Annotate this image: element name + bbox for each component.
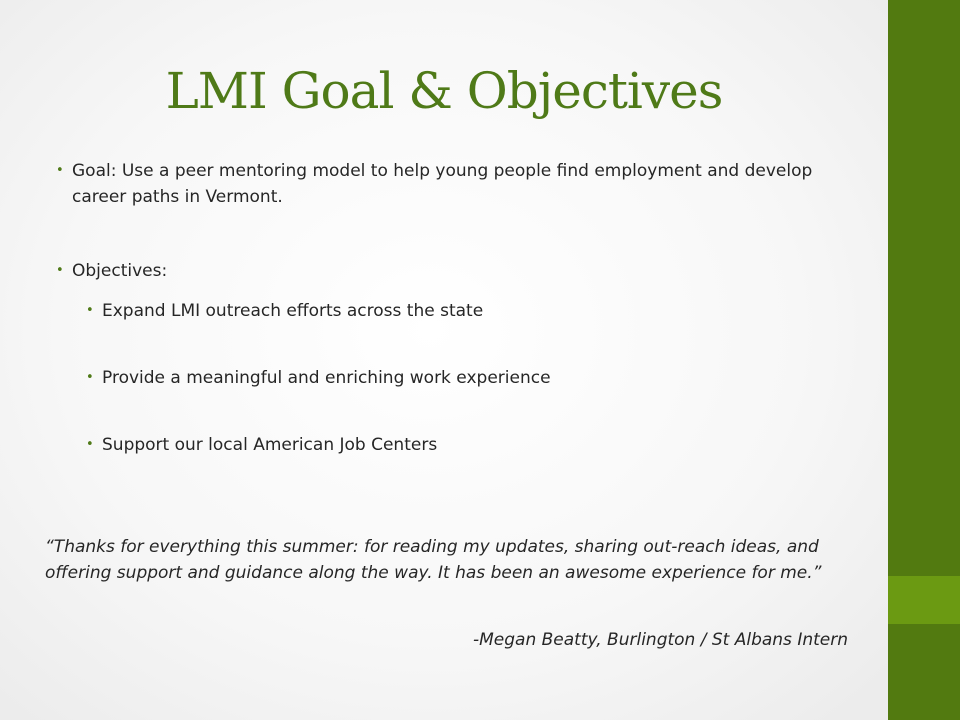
bullet-icon: •: [56, 263, 64, 278]
objectives-heading: Objectives:: [72, 261, 168, 281]
slide-title: LMI Goal & Objectives: [165, 62, 723, 120]
objective-text: Provide a meaningful and enriching work experience: [102, 368, 551, 388]
objective-text: Expand LMI outreach efforts across the state: [102, 301, 484, 321]
objectives-bullet: [50, 258, 850, 284]
goal-text: Goal: Use a peer mentoring model to help young people find employment and develop career paths in Vermont.: [72, 161, 813, 207]
objective-text: Support our local American Job Centers: [102, 435, 438, 455]
bullet-icon: •: [86, 303, 94, 318]
slide-content: [50, 158, 850, 499]
objective-item: [50, 365, 850, 391]
objective-item: [50, 432, 850, 458]
bullet-icon: •: [86, 437, 94, 452]
bullet-icon: •: [56, 163, 64, 178]
goal-bullet: [50, 158, 850, 210]
bullet-icon: •: [86, 370, 94, 385]
side-accent-block: [888, 576, 960, 624]
testimonial-attribution: -Megan Beatty, Burlington / St Albans Intern: [472, 630, 848, 650]
objective-item: [50, 298, 850, 324]
testimonial-quote: “Thanks for everything this summer: for reading my updates, sharing out-reach ideas, and offering support and guidance along the way. It has been an awesome experience for me.”: [45, 537, 822, 583]
